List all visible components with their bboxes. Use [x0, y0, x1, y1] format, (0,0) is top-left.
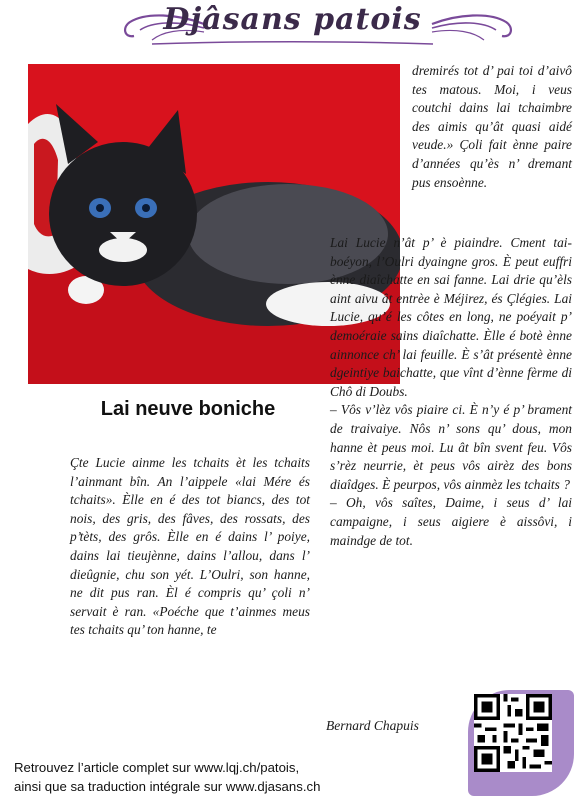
article-column-left [70, 454, 310, 656]
footer-line: Retrouvez l’article complet sur www.lqj.ch/patois, [14, 760, 300, 775]
dialogue-line: – Oh, vôs saîtes, Daime, i seus d’ lai campaigne, i seus aigiere è aissôvi, i maindge de tot. [330, 495, 572, 548]
paragraph: dremirés tot d’ pai toi d’aivô tes matous. Moi, i veus coutchi dains lai tchaimbre des aimis qu’ât quasi aidé veude.» Çoli fait ènne paire d’années qu’ès n’ dremant pus ensoènne. [412, 63, 572, 190]
page-header [0, 0, 585, 56]
article-title: Lai neuve boniche [100, 398, 276, 420]
paragraph: Çte Lucie ainme les tchaits èt les tchaits l’ainmant bîn. An l’aippele «lai Mére és tchaits». Èlle en é des tot biancs, des tot nois, des gris, des fâves, des rossats, des p’tèts, des grôs. Èlle en é dains l’ poiye, dains lai tieujènne, dains l’allou, dans l’ dieûgnie, chu son yét. L’Oulri, son hanne, ne dit pus ran. Èl é compris qu’ çoli n’ servait è ran. «Poéche que t’ainmes meus tes tchaits qu’ ton hanne, te [70, 455, 310, 638]
header-underline [150, 40, 435, 48]
dialogue-line: – Vôs v’lèz vôs piaire ci. È n’y é p’ brament de traivaiye. Nôs n’ sons qu’ dous, mon hanne èt peus moi. Lu ât bîn svent feu. Vôs s’rèz neurrie, èt peus vôs airèz des bons diaîdges. È peurpos, vôs ainmèz les tchaits ? [330, 402, 572, 492]
footer-note [14, 758, 454, 796]
qr-code-icon[interactable] [474, 694, 552, 772]
qr-badge[interactable] [468, 690, 574, 796]
author-name: Bernard Chapuis [326, 718, 419, 733]
paragraph: Lai Lucie n’ât p’ è piaindre. Cment taiboéyon, l’Oulri dyaingne gros. È peut euffri ènne diaîchatte en sai fanne. Lai drie qu’èls aint aivu ât entrèe è Méjirez, és Çlégies. Lai Lucie, qu’é les côtes en long, ne poéyait p’ demoéraie sains diaîchatte. Èlle é botè ènne ainnonce ch’ lai feuille. È s’ât présentè ènne dgeintiye baichatte, que vînt d’ènne fèrme di Chô di Doubs. [330, 235, 572, 399]
section-title: Djâsans patois [163, 2, 422, 37]
article-column-right-top [412, 62, 572, 208]
article-column-right [330, 234, 572, 566]
footer-line: ainsi que sa traduction intégrale sur www.djasans.ch [14, 779, 321, 794]
